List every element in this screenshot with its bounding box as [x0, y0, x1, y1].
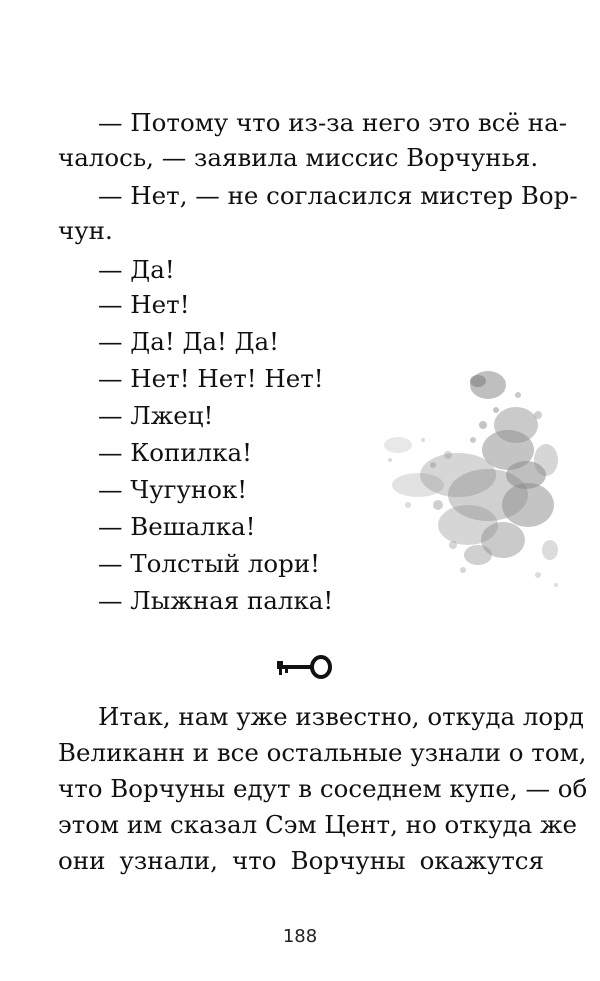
exchange-line: — Нет!	[98, 290, 190, 319]
dialogue-line-1-continued: чалось, — заявила миссис Ворчунья.	[58, 143, 539, 172]
exchange-line: — Да!	[98, 255, 175, 284]
paragraph-line-3: что Ворчуны едут в соседнем купе, — об	[58, 774, 588, 803]
paragraph-line-4: этом им сказал Сэм Цент, но откуда же	[58, 810, 578, 839]
paragraph-line-2: Великанн и все остальные узнали о том,	[58, 738, 587, 767]
page-number: 188	[282, 926, 318, 947]
exchange-line: — Лжец!	[98, 401, 214, 430]
paragraph-line-1: Итак, нам уже известно, откуда лорд	[98, 702, 584, 731]
paragraph-line-5: они узнали, что Ворчуны окажутся	[58, 846, 544, 875]
key-icon	[275, 655, 335, 679]
exchange-line: — Да! Да! Да!	[98, 327, 279, 356]
ink-splash-icon	[378, 355, 568, 590]
dialogue-line-1: — Потому что из-за него это всё на-	[98, 108, 568, 137]
exchange-line: — Копилка!	[98, 438, 252, 467]
exchange-line: — Толстый лори!	[98, 549, 321, 578]
dialogue-line-2: — Нет, — не согласился мистер Вор-	[98, 181, 578, 210]
exchange-line: — Нет! Нет! Нет!	[98, 364, 324, 393]
exchange-line: — Вешалка!	[98, 512, 256, 541]
exchange-line: — Чугунок!	[98, 475, 248, 504]
dialogue-line-2-continued: чун.	[58, 216, 113, 245]
exchange-line: — Лыжная палка!	[98, 586, 334, 615]
